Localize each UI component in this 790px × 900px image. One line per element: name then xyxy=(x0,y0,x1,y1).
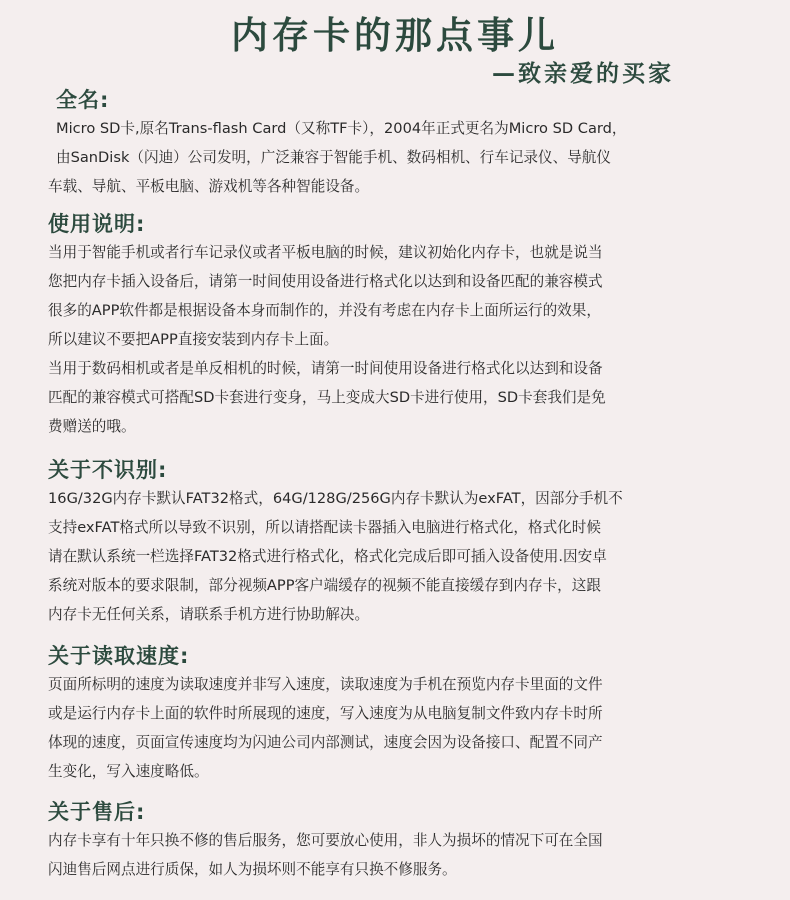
paragraph-line: 由SanDisk（闪迪）公司发明，广泛兼容于智能手机、数码相机、行车记录仪、导航仪 xyxy=(56,149,611,166)
page-title: 内存卡的那点事儿 xyxy=(231,14,559,57)
section-after-sales xyxy=(48,798,748,884)
section-heading: 关于不识别: xyxy=(48,458,168,482)
paragraph-line: 支持exFAT格式所以导致不识别，所以请搭配读卡器插入电脑进行格式化，格式化时候 xyxy=(48,519,601,536)
paragraph-line: 所以建议不要把APP直接安装到内存卡上面。 xyxy=(48,331,339,348)
paragraph-line: 闪迪售后网点进行质保，如人为损坏则不能享有只换不修服务。 xyxy=(48,861,457,878)
section-full-name xyxy=(48,86,748,201)
paragraph-line: 内存卡享有十年只换不修的售后服务，您可要放心使用，非人为损坏的情况下可在全国 xyxy=(48,832,603,849)
paragraph-line: 请在默认系统一栏选择FAT32格式进行格式化，格式化完成后即可插入设备使用.因安卓 xyxy=(48,548,607,565)
paragraph-line: 您把内存卡插入设备后，请第一时间使用设备进行格式化以达到和设备匹配的兼容模式 xyxy=(48,273,603,290)
paragraph-line: 系统对版本的要求限制，部分视频APP客户端缓存的视频不能直接缓存到内存卡，这跟 xyxy=(48,577,601,594)
paragraph-line: 生变化，写入速度略低。 xyxy=(48,763,209,780)
paragraph-line: 匹配的兼容模式可搭配SD卡套进行变身，马上变成大SD卡进行使用，SD卡套我们是免 xyxy=(48,389,606,406)
page-subtitle: —致亲爱的买家 xyxy=(492,61,674,87)
paragraph-line: 当用于智能手机或者行车记录仪或者平板电脑的时候，建议初始化内存卡，也就是说当 xyxy=(48,244,603,261)
paragraph-line: 很多的APP软件都是根据设备本身而制作的，并没有考虑在内存卡上面所运行的效果， xyxy=(48,302,601,319)
paragraph-line: 车载、导航、平板电脑、游戏机等各种智能设备。 xyxy=(48,178,370,195)
section-read-speed xyxy=(48,642,748,786)
section-not-recognized xyxy=(48,456,748,629)
section-heading: 使用说明: xyxy=(48,212,146,236)
section-heading: 关于售后: xyxy=(48,800,146,824)
paragraph-line: 页面所标明的速度为读取速度并非写入速度，读取速度为手机在预览内存卡里面的文件 xyxy=(48,676,603,693)
section-heading: 全名: xyxy=(56,88,110,112)
paragraph-line: 或是运行内存卡上面的软件时所展现的速度，写入速度为从电脑复制文件致内存卡时所 xyxy=(48,705,603,722)
paragraph-line: 16G/32G内存卡默认FAT32格式，64G/128G/256G内存卡默认为exFAT，因部分手机不 xyxy=(48,490,623,507)
paragraph-line: 费赠送的哦。 xyxy=(48,418,136,435)
paragraph-line: Micro SD卡,原名Trans-flash Card（又称TF卡），2004年正式更名为Micro SD Card， xyxy=(56,120,627,137)
paragraph-line: 体现的速度，页面宣传速度均为闪迪公司内部测试，速度会因为设备接口、配置不同产 xyxy=(48,734,603,751)
paragraph-line: 内存卡无任何关系，请联系手机方进行协助解决。 xyxy=(48,606,370,623)
section-heading: 关于读取速度: xyxy=(48,644,190,668)
section-usage xyxy=(48,210,748,441)
paragraph-line: 当用于数码相机或者是单反相机的时候，请第一时间使用设备进行格式化以达到和设备 xyxy=(48,360,603,377)
